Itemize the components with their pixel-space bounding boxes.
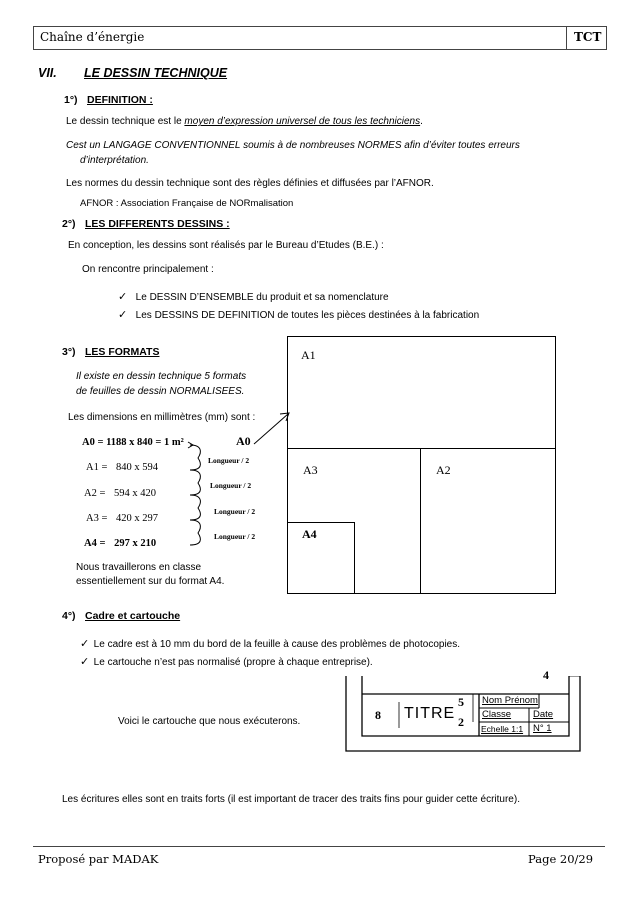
header-separator (566, 27, 567, 49)
header-title: Chaîne d’énergie (40, 30, 145, 44)
footer-rule (33, 846, 605, 847)
brace-icon (190, 445, 200, 470)
dessins-list-item (118, 287, 389, 305)
page-header (33, 26, 607, 50)
checkmark-icon: ✓ (80, 655, 90, 668)
formats-dimensions-intro: Les dimensions en millimètres (mm) sont : (68, 412, 256, 423)
definition-heading-number: 1°) (64, 94, 78, 106)
formats-paragraph-line-1: Il existe en dessin technique 5 formats (76, 371, 247, 382)
definition-paragraph-1 (66, 116, 423, 127)
footer-page-number: Page 20/29 (528, 852, 594, 866)
cartouche-dim-4: 4 (543, 668, 549, 682)
longueur-label: Longueur / 2 (210, 481, 252, 490)
diagram-label-a1: A1 (301, 348, 316, 362)
checkmark-icon: ✓ (80, 637, 90, 650)
diagram-label-a4: A4 (302, 527, 317, 541)
longueur-label: Longueur / 2 (214, 507, 256, 516)
format-dims: 297 x 210 (114, 538, 157, 549)
format-name: A2 = (84, 488, 106, 499)
cartouche-classe: Classe (482, 709, 512, 720)
format-a4-row (84, 538, 156, 549)
header-code: TCT (574, 30, 602, 44)
diagram-a4-box (287, 522, 355, 594)
cartouche-dim-5: 5 (458, 695, 464, 709)
closing-paragraph: Les écritures elles sont en traits forts (il est important de tracer des traits fins pour guider cette écriture). (62, 794, 520, 805)
cartouche-date: Date (533, 709, 554, 720)
definition-heading: DEFINITION : (87, 94, 153, 106)
cartouche-titre: TITRE (404, 705, 456, 722)
format-name: A3 = (86, 513, 108, 524)
format-a1-row (86, 462, 158, 473)
brace-icon (190, 520, 200, 545)
longueur-label: Longueur / 2 (208, 456, 250, 465)
diagram-divider-h (287, 448, 556, 449)
cadre-item-label: Le cadre est à 10 mm du bord de la feuille à cause des problèmes de photocopies. (93, 639, 461, 650)
format-dims: 420 x 297 (116, 513, 159, 524)
brace-icon (190, 470, 200, 495)
longueur-label: Longueur / 2 (214, 532, 256, 541)
cartouche-dim-2: 2 (458, 715, 464, 729)
dessins-heading: LES DIFFERENTS DESSINS : (85, 218, 230, 230)
dessins-item-label: Le DESSIN D’ENSEMBLE du produit et sa nomenclature (135, 292, 389, 303)
definition-afnor: AFNOR : Association Française de NORmalisation (80, 198, 294, 209)
cartouche-drawing (344, 668, 582, 754)
definition-paragraph-2-line-2: d’interprétation. (80, 155, 149, 166)
definition-paragraph-3: Les normes du dessin technique sont des règles définies et diffusées par l’AFNOR. (66, 178, 434, 189)
footer-author: Proposé par MADAK (38, 852, 159, 866)
cartouche-dim-8: 8 (375, 708, 381, 722)
formats-note-line-2: essentiellement sur du format A4. (76, 576, 225, 587)
dessins-list-item (118, 305, 479, 323)
format-a2-row (84, 488, 156, 499)
definition-p1-emphasis: moyen d’expression universel de tous les techniciens (184, 116, 421, 127)
formats-heading-number: 3°) (62, 346, 76, 358)
arrow-line (254, 414, 288, 444)
dessins-item-label: Les DESSINS DE DEFINITION de toutes les pièces destinées à la fabrication (135, 310, 480, 321)
cadre-item-label: Le cartouche n’est pas normalisé (propre à chaque entreprise). (93, 657, 373, 668)
cartouche-caption: Voici le cartouche que nous exécuterons. (118, 716, 301, 727)
cartouche-nom: Nom Prénom (482, 695, 538, 706)
format-dims: 840 x 594 (116, 462, 159, 473)
definition-p1-end: . (420, 116, 423, 127)
definition-paragraph-2-line-1: Cest un LANGAGE CONVENTIONNEL soumis à de nombreuses NORMES afin d’éviter toutes erreurs (66, 140, 520, 151)
cadre-list-item (80, 652, 373, 670)
format-a0-dimensions: A0 = 1188 x 840 = 1 m² (82, 437, 184, 448)
cadre-heading: Cadre et cartouche (85, 610, 181, 622)
format-a0-label: A0 (236, 434, 251, 448)
formats-paragraph-line-2: de feuilles de dessin NORMALISEES. (76, 386, 245, 397)
cartouche-echelle: Echelle 1:1 (481, 724, 524, 734)
diagram-divider-v (420, 448, 421, 593)
checkmark-icon: ✓ (118, 308, 128, 321)
format-dims: 594 x 420 (114, 488, 157, 499)
dessins-heading-number: 2°) (62, 218, 76, 230)
brace-icon (190, 495, 200, 520)
diagram-label-a2: A2 (436, 463, 451, 477)
format-name: A1 = (86, 462, 108, 473)
section-title: LE DESSIN TECHNIQUE (84, 66, 228, 80)
cartouche-numero: N° 1 (533, 723, 552, 734)
cadre-heading-number: 4°) (62, 610, 76, 622)
formats-heading: LES FORMATS (85, 346, 160, 358)
format-name: A4 = (84, 538, 106, 549)
cadre-list-item (80, 634, 460, 652)
dessins-paragraph-2: On rencontre principalement : (82, 264, 214, 275)
diagram-label-a3: A3 (303, 463, 318, 477)
formats-note-line-1: Nous travaillerons en classe (76, 562, 202, 573)
dessins-paragraph-1: En conception, les dessins sont réalisés par le Bureau d’Etudes (B.E.) : (68, 240, 384, 251)
format-a3-row (86, 513, 158, 524)
section-number: VII. (38, 66, 57, 80)
definition-p1-start: Le dessin technique est le (66, 116, 185, 127)
checkmark-icon: ✓ (118, 290, 128, 303)
